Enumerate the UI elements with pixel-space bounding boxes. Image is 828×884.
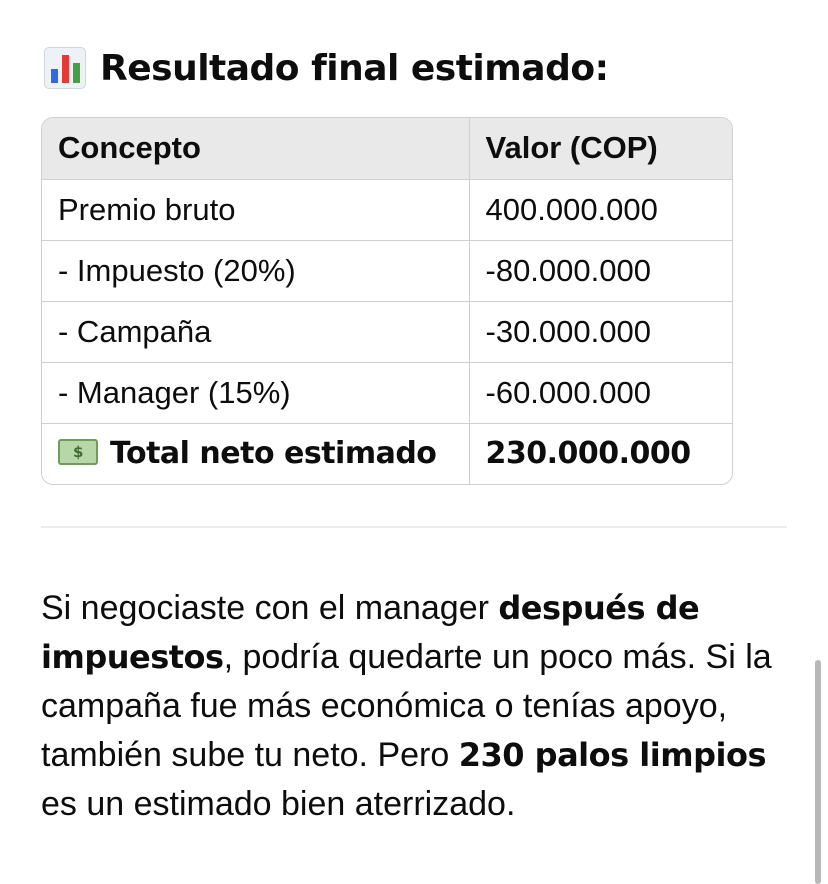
- table-row: [42, 362, 732, 423]
- cell-total-valor: 230.000.000: [485, 436, 691, 472]
- cell-valor: 400.000.000: [469, 179, 732, 240]
- explanation-paragraph: [41, 584, 801, 829]
- cell-valor: -80.000.000: [469, 240, 732, 301]
- table-row: [42, 240, 732, 301]
- header-concepto: Concepto: [42, 118, 469, 179]
- chart-icon-bar: [73, 63, 80, 83]
- scrollbar[interactable]: [815, 660, 821, 884]
- table-total-row: [42, 423, 732, 484]
- results-table: [41, 117, 733, 485]
- cell-concepto: - Manager (15%): [42, 362, 469, 423]
- paragraph-bold-text: después de impuestos: [41, 589, 700, 676]
- chart-icon-bar: [51, 69, 58, 83]
- table-header-row: [42, 118, 732, 179]
- money-bill-icon: $: [58, 439, 98, 465]
- header-valor: Valor (COP): [469, 118, 732, 179]
- cell-total-concepto: [42, 423, 469, 484]
- paragraph-text: Si negociaste con el manager: [41, 589, 499, 627]
- cell-concepto: Premio bruto: [42, 179, 469, 240]
- table-row: [42, 179, 732, 240]
- table-row: [42, 301, 732, 362]
- cell-concepto: - Campaña: [42, 301, 469, 362]
- cell-valor: -30.000.000: [469, 301, 732, 362]
- paragraph-text: , podría quedarte un poco más. Si la campaña fue más económica o tenías apoyo, también sube tu neto. Pero: [41, 638, 772, 774]
- chart-icon-bar: [62, 55, 69, 83]
- paragraph-bold-text: 230 palos limpios: [458, 736, 766, 774]
- horizontal-divider: [41, 526, 787, 528]
- section-heading: [44, 40, 608, 96]
- bar-chart-icon: [44, 47, 86, 89]
- total-label: Total neto estimado: [110, 436, 437, 472]
- paragraph-text: es un estimado bien aterrizado.: [41, 785, 516, 823]
- heading-title: Resultado final estimado:: [100, 47, 609, 89]
- cell-concepto: - Impuesto (20%): [42, 240, 469, 301]
- cell-valor: -60.000.000: [469, 362, 732, 423]
